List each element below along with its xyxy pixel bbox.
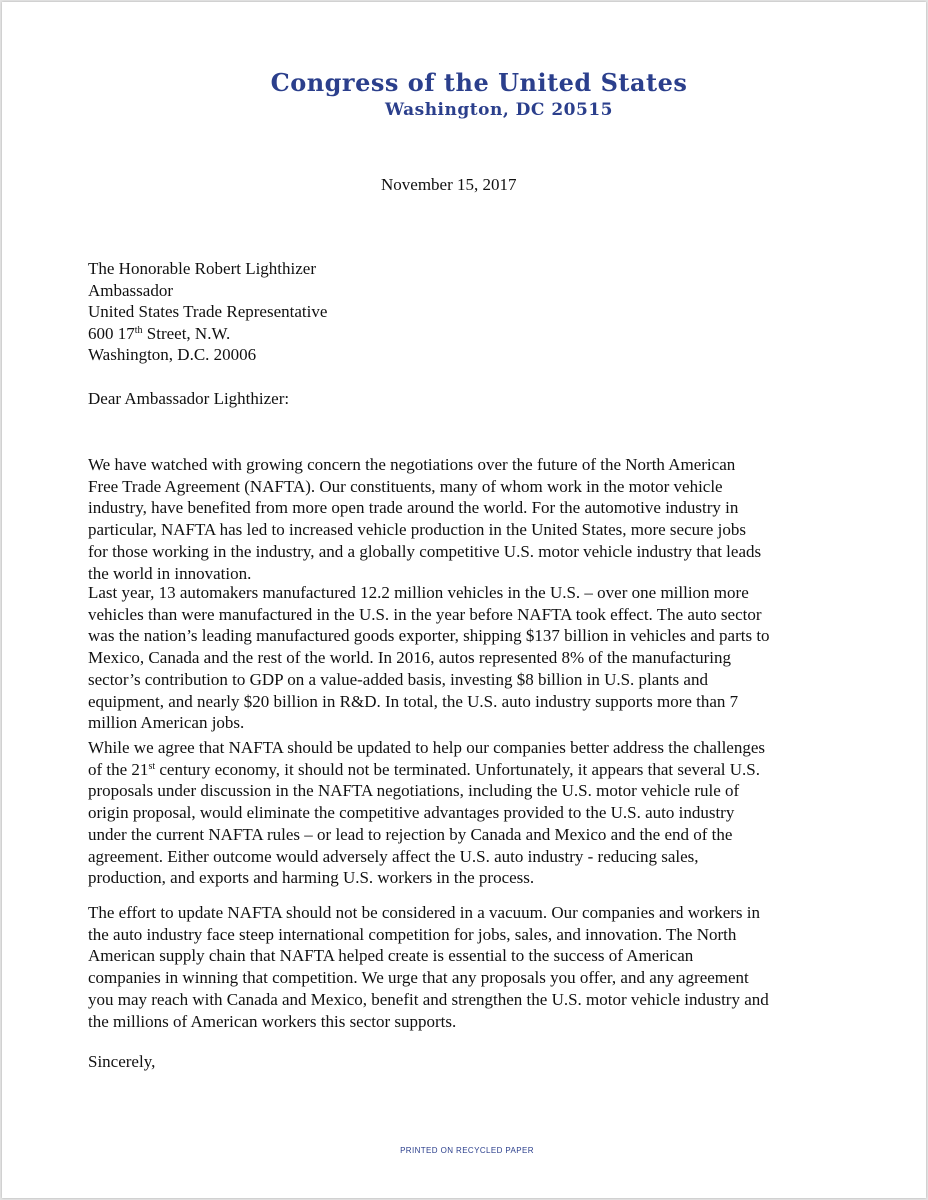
text-line: the auto industry face steep international competition for jobs, sales, and innovation. The North	[88, 924, 737, 944]
text-line: particular, NAFTA has led to increased vehicle production in the United States, more secure jobs	[88, 520, 746, 540]
paragraph-2	[88, 582, 848, 734]
letter-date: November 15, 2017	[381, 175, 517, 194]
address-line: Ambassador	[88, 280, 173, 300]
text-line: agreement. Either outcome would adversely affect the U.S. auto industry - reducing sales,	[88, 846, 699, 866]
text-line: for those working in the industry, and a globally competitive U.S. motor vehicle industry that leads	[88, 541, 762, 561]
text-line: was the nation’s leading manufactured goods exporter, shipping $137 billion in vehicles and parts to	[88, 626, 770, 646]
text-line: companies in winning that competition. We urge that any proposals you offer, and any agreement	[88, 968, 749, 988]
text-line: Mexico, Canada and the rest of the world. In 2016, autos represented 8% of the manufacturing	[88, 648, 731, 668]
letter-page	[2, 2, 926, 1198]
text-line: vehicles than were manufactured in the U.S. in the year before NAFTA took effect. The auto sector	[88, 604, 762, 624]
text-line: sector’s contribution to GDP on a value-added basis, investing $8 billion in U.S. plants and	[88, 669, 708, 689]
footer-text: PRINTED ON RECYCLED PAPER	[400, 1146, 534, 1155]
text-line: American supply chain that NAFTA helped create is essential to the success of American	[88, 946, 694, 966]
paragraph-3	[88, 737, 848, 889]
text-line: under the current NAFTA rules – or lead to rejection by Canada and Mexico and the end of the	[88, 824, 733, 844]
text-line: the world in innovation.	[88, 563, 252, 583]
recipient-address	[88, 258, 327, 366]
text-line: production, and exports and harming U.S. workers in the process.	[88, 868, 535, 888]
text-line: the millions of American workers this sector supports.	[88, 1011, 457, 1031]
recycled-paper-footer	[2, 1146, 926, 1155]
ordinal-suffix: th	[134, 324, 143, 336]
text-line	[88, 759, 848, 781]
paragraph-1	[88, 454, 848, 584]
letterhead-subtitle: Washington, DC 20515	[385, 100, 613, 120]
address-line: The Honorable Robert Lighthizer	[88, 259, 317, 278]
ordinal-suffix: st	[148, 760, 156, 772]
address-line: United States Trade Representative	[88, 302, 328, 321]
text-fragment: century economy, it should not be terminated. Unfortunately, it appears that several U.S.	[155, 759, 761, 779]
letterhead	[2, 68, 926, 122]
text-line: Last year, 13 automakers manufactured 12.2 million vehicles in the U.S. – over one million more	[88, 583, 749, 602]
text-fragment: of the 21	[88, 759, 149, 779]
text-line: We have watched with growing concern the negotiations over the future of the North American	[88, 455, 736, 474]
letterhead-title: Congress of the United States	[270, 68, 688, 97]
street-name: Street, N.W.	[142, 323, 231, 343]
text-line: million American jobs.	[88, 713, 245, 733]
closing: Sincerely,	[88, 1052, 156, 1071]
text-line: While we agree that NAFTA should be updated to help our companies better address the challenges	[88, 738, 766, 757]
street-number: 600 17	[88, 323, 135, 343]
text-line: proposals under discussion in the NAFTA negotiations, including the U.S. motor vehicle rule of	[88, 781, 740, 801]
text-line: industry, have benefited from more open trade around the world. For the automotive industry in	[88, 498, 739, 518]
text-line: you may reach with Canada and Mexico, benefit and strengthen the U.S. motor vehicle industry and	[88, 989, 769, 1009]
text-line: origin proposal, would eliminate the competitive advantages provided to the U.S. auto industry	[88, 803, 735, 823]
address-line	[88, 323, 327, 345]
text-line: equipment, and nearly $20 billion in R&D. In total, the U.S. auto industry supports more than 7	[88, 691, 739, 711]
salutation: Dear Ambassador Lighthizer:	[88, 389, 290, 408]
text-line: The effort to update NAFTA should not be considered in a vacuum. Our companies and workers in	[88, 903, 761, 922]
paragraph-4	[88, 902, 848, 1032]
address-line: Washington, D.C. 20006	[88, 345, 257, 364]
text-line: Free Trade Agreement (NAFTA). Our constituents, many of whom work in the motor vehicle	[88, 476, 723, 496]
